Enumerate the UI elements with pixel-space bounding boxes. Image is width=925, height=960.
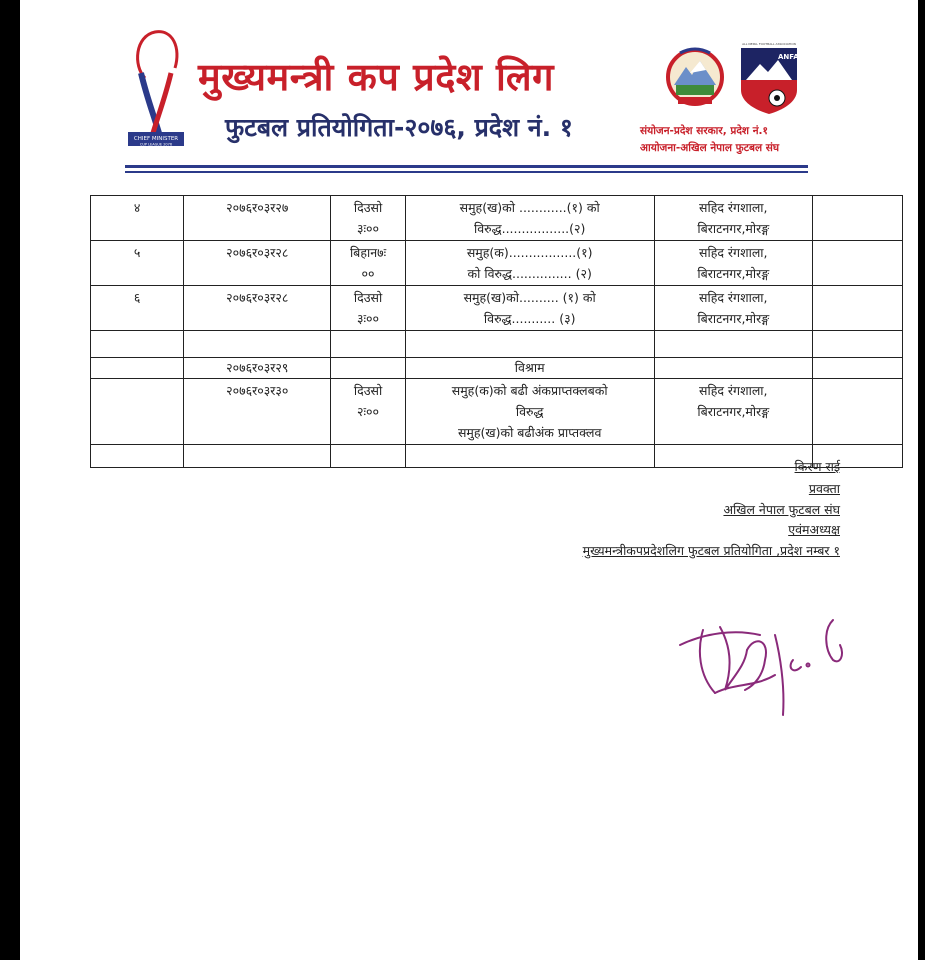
remarks-cell — [812, 241, 902, 286]
match-venue: सहिद रंगशाला, बिराटनगर,मोरङ्ग — [654, 196, 812, 241]
match-number: ५ — [91, 241, 184, 286]
document-page — [20, 0, 918, 960]
header-rule-thin — [125, 171, 808, 173]
final-teams: समुह(क)को बढी अंकप्राप्तक्लबको विरुद्ध समुह(ख)को बढीअंक प्राप्तक्लव — [405, 379, 654, 445]
final-venue: सहिद रंगशाला, बिराटनगर,मोरङ्ग — [654, 379, 812, 445]
signatory-org: अखिल नेपाल फुटबल संघ — [723, 502, 840, 517]
final-time: दिउसो २ः०० — [331, 379, 405, 445]
remarks-cell — [812, 196, 902, 241]
rest-date: २०७६र०३र२९ — [184, 358, 331, 379]
table-row — [91, 379, 903, 445]
rest-label: विश्राम — [405, 358, 654, 379]
table-row — [91, 286, 903, 331]
table-row — [91, 241, 903, 286]
table-row — [91, 445, 903, 468]
match-number: ६ — [91, 286, 184, 331]
match-time: दिउसो ३ः०० — [331, 286, 405, 331]
match-date: २०७६र०३र२७ — [184, 196, 331, 241]
match-date: २०७६र०३र२८ — [184, 241, 331, 286]
match-venue: सहिद रंगशाला, बिराटनगर,मोरङ्ग — [654, 241, 812, 286]
anfa-label: ANFA — [778, 53, 799, 61]
table-row — [91, 196, 903, 241]
chief-minister-cup-logo — [125, 28, 187, 150]
signatory-role: प्रवक्ता — [808, 481, 840, 496]
match-teams: समुह(क).................(१) को विरुद्ध............... (२) — [405, 241, 654, 286]
handwritten-signature — [675, 605, 850, 725]
match-time: दिउसो ३ः०० — [331, 196, 405, 241]
match-venue: सहिद रंगशाला, बिराटनगर,मोरङ्ग — [654, 286, 812, 331]
page-subtitle: फुटबल प्रतियोगिता-२०७६, प्रदेश नं. १ — [225, 113, 573, 142]
signatory-name: किरण राई — [794, 459, 840, 474]
logo-caption-2: CUP LEAGUE 2076 — [139, 142, 173, 147]
signatory-role2: एवंमअध्यक्ष — [788, 522, 840, 537]
remarks-cell — [812, 286, 902, 331]
anfa-logo — [738, 40, 800, 115]
signatory-committee: मुख्यमन्त्रीकपप्रदेशलिग फुटबल प्रतियोगिता ,प्रदेश नम्बर १ — [582, 543, 840, 558]
anfa-small-text: ALL NEPAL FOOTBALL ASSOCIATION — [742, 42, 796, 46]
match-teams: समुह(ख)को.......... (१) को विरुद्ध........... (३) — [405, 286, 654, 331]
final-date: २०७६र०३र३० — [184, 379, 331, 445]
table-row — [91, 358, 903, 379]
org-line-2: आयोजना-अखिल नेपाल फुटबल संघ — [640, 142, 780, 154]
schedule-table — [90, 195, 903, 468]
match-teams: समुह(ख)को ............(१) को विरुद्ध.................(२) — [405, 196, 654, 241]
nepal-emblem-icon — [660, 45, 730, 107]
header-rule — [125, 165, 808, 168]
table-row — [91, 331, 903, 358]
match-number: ४ — [91, 196, 184, 241]
org-line-1: संयोजन-प्रदेश सरकार, प्रदेश नं.१ — [640, 125, 768, 137]
match-time: बिहान७ः ०० — [331, 241, 405, 286]
match-date: २०७६र०३र२८ — [184, 286, 331, 331]
page-title: मुख्यमन्त्री कप प्रदेश लिग — [198, 55, 554, 99]
logo-caption-1: CHIEF MINISTER — [133, 136, 179, 142]
